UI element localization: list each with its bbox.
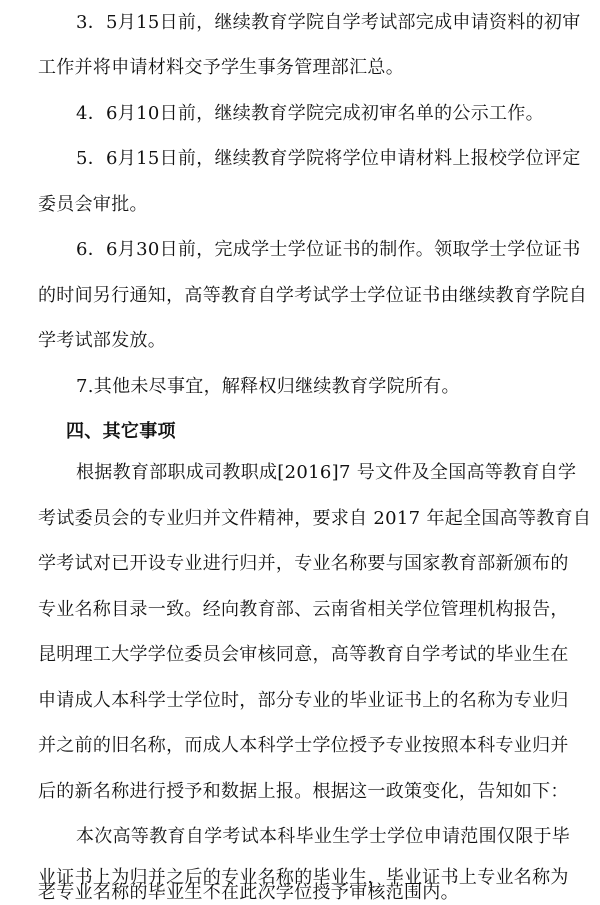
item-6-line-2: 的时间另行通知，高等教育自学考试学士学位证书由继续教育学院自: [38, 285, 587, 306]
item-5-line-2: 委员会审批。: [38, 194, 148, 215]
item-3-line-2: 工作并将申请材料交予学生事务管理部汇总。: [38, 57, 404, 78]
paragraph-2-line-3: 老专业名称的毕业生不在此次学位授予审核范围内。: [38, 882, 459, 903]
paragraph-1-line-1: 根据教育部职成司教职成[2016]7 号文件及全国高等教育自学: [76, 462, 577, 483]
paragraph-2-line-1: 本次高等教育自学考试本科毕业生学士学位申请范围仅限于毕: [76, 826, 571, 847]
paragraph-1-line-2: 考试委员会的专业归并文件精神，要求自 2017 年起全国高等教育自: [38, 508, 592, 529]
paragraph-2-line-2: 业证书上为归并之后的专业名称的毕业生，毕业证书上专业名称为: [38, 867, 569, 888]
item-7-line-1: 7.其他未尽事宜，解释权归继续教育学院所有。: [76, 376, 460, 397]
paragraph-1-line-3: 学考试对已开设专业进行归并，专业名称要与国家教育部新颁布的: [38, 553, 569, 574]
item-6-line-1: 6．6月30日前，完成学士学位证书的制作。领取学士学位证书: [76, 239, 581, 260]
paragraph-1-line-6: 申请成人本科学士学位时，部分专业的毕业证书上的名称为专业归: [38, 690, 569, 711]
item-3-line-1: 3．5月15日前，继续教育学院自学考试部完成申请资料的初审: [76, 12, 581, 33]
paragraph-1-line-4: 专业名称目录一致。经向教育部、云南省相关学位管理机构报告，: [38, 599, 569, 620]
item-5-line-1: 5．6月15日前，继续教育学院将学位申请材料上报校学位评定: [76, 148, 581, 169]
section-heading: 四、其它事项: [66, 421, 176, 442]
item-4-line-1: 4．6月10日前，继续教育学院完成初审名单的公示工作。: [76, 103, 544, 124]
paragraph-1-line-5: 昆明理工大学学位委员会审核同意，高等教育自学考试的毕业生在: [38, 644, 569, 665]
paragraph-1-line-7: 并之前的旧名称，而成人本科学士学位授予专业按照本科专业归并: [38, 735, 569, 756]
item-6-line-3: 学考试部发放。: [38, 330, 167, 351]
paragraph-1-line-8: 后的新名称进行授予和数据上报。根据这一政策变化，告知如下：: [38, 781, 569, 802]
